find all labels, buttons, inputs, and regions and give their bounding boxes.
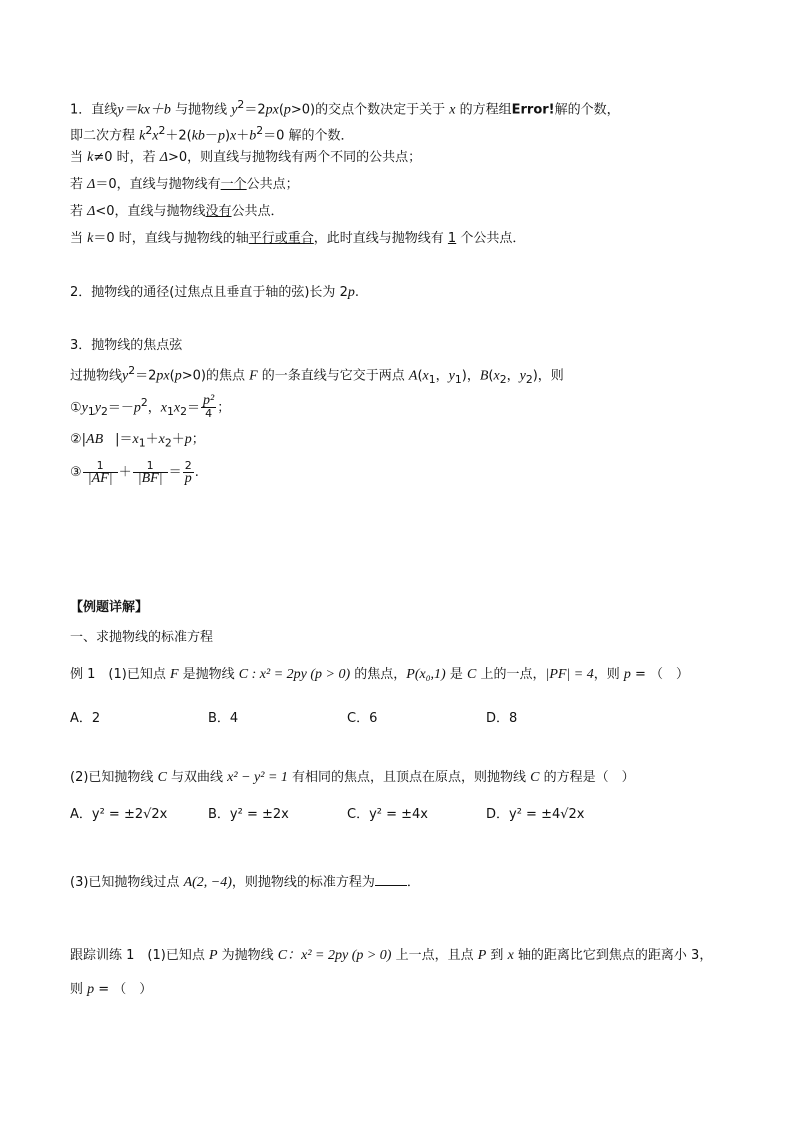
text: 当	[70, 231, 88, 246]
fraction	[201, 395, 216, 420]
math: y	[448, 368, 455, 384]
text: 与抛物线	[170, 102, 232, 118]
k1-line-1	[70, 97, 620, 118]
sub: 2	[164, 436, 172, 450]
text: 轴的距离比它到焦点的距离小 3，	[513, 948, 713, 963]
sub: 2	[180, 404, 188, 418]
math: x² − y² = 1	[227, 770, 288, 785]
k1-line-6	[70, 231, 525, 247]
math: p	[623, 667, 631, 682]
math: P	[477, 948, 487, 963]
numerator: p²	[203, 393, 215, 409]
text: ＝0 时，直线与抛物线的轴	[93, 231, 249, 246]
option-c[interactable]: C．y² = ±4x	[347, 807, 428, 822]
text: ；	[191, 432, 205, 447]
math: x	[132, 432, 139, 447]
k3-formula-1	[70, 390, 230, 425]
text: ＝	[187, 400, 201, 416]
text: －	[204, 128, 218, 144]
sub: 2	[525, 372, 533, 386]
text: 的焦点，	[350, 667, 407, 682]
k1-line-4	[70, 177, 299, 193]
text: ＝0，直线与抛物线有	[95, 177, 221, 192]
text: (	[278, 102, 284, 118]
math: x	[493, 368, 500, 384]
math: Δ	[87, 177, 96, 192]
math: x	[152, 128, 159, 144]
text: 是	[445, 667, 467, 682]
math: p	[217, 128, 225, 144]
text: (	[417, 368, 423, 384]
k3-line-1	[70, 363, 564, 388]
math: y	[122, 368, 129, 384]
sub: 1	[454, 372, 462, 386]
text: 的一条直线与它交于两点	[257, 368, 409, 384]
text: 即二次方程	[70, 128, 140, 144]
text: ＋	[236, 128, 250, 144]
text: ＝2	[244, 102, 266, 118]
math: y	[519, 368, 526, 384]
math: x	[173, 400, 181, 416]
math: px	[156, 368, 170, 384]
text: 为抛物线	[217, 948, 278, 963]
math: C：x² = 2py (p > 0)	[277, 948, 392, 963]
math: p	[184, 432, 192, 447]
track-line-1	[70, 948, 712, 964]
math: b	[249, 128, 257, 144]
text: 例 1 (1)已知点	[70, 667, 170, 682]
section-subtitle: 一、求抛物线的标准方程	[70, 630, 214, 645]
math: p	[87, 982, 95, 997]
text: 当	[70, 150, 88, 165]
text: = （ ）	[630, 667, 690, 682]
sup: 2	[256, 124, 264, 137]
text: 是抛物线	[178, 667, 239, 682]
text: <0，直线与抛物线	[95, 204, 206, 219]
math: y	[231, 102, 238, 118]
sub: 1	[167, 404, 174, 418]
text: ＋2(	[165, 128, 192, 144]
text: ，	[147, 400, 161, 416]
text: ，	[435, 368, 449, 384]
math: y	[81, 400, 88, 416]
math: A(2, −4)	[183, 875, 232, 890]
text: (	[169, 368, 175, 384]
error-text: Error!	[511, 102, 555, 118]
text: 上一点，且点	[391, 948, 478, 963]
math: |PF| = 4	[545, 667, 594, 682]
sub: 1	[87, 404, 95, 418]
underlined-text: 平行或重合	[248, 231, 314, 246]
text: 若	[70, 204, 88, 219]
text: ③	[70, 465, 82, 480]
underlined-text: 没有	[205, 204, 232, 219]
numerator: 2	[184, 459, 192, 472]
text: 跟踪训练 1 (1)已知点	[70, 948, 209, 963]
option-a[interactable]: A．2	[70, 711, 101, 726]
text: 2．抛物线的通径(过焦点且垂直于轴的弦)长为	[70, 285, 340, 300]
text: ①	[70, 400, 82, 416]
text: ＝－	[107, 400, 134, 416]
math: y＝kx＋b	[117, 102, 171, 118]
text: 的方程是（ ）	[539, 770, 635, 785]
text: 解的个数，	[554, 102, 620, 118]
math: Δ	[159, 150, 169, 165]
fraction	[183, 460, 194, 485]
text: >0，则直线与抛物线有两个不同的公共点；	[168, 150, 422, 165]
k1-line-5	[70, 204, 284, 220]
text: (2)已知抛物线	[70, 770, 158, 785]
math: k	[87, 231, 94, 246]
denominator: p	[184, 471, 192, 486]
math: p	[133, 400, 141, 416]
option-b[interactable]: B．4	[208, 711, 239, 726]
math: AB	[86, 432, 104, 447]
k3-formula-3	[70, 458, 199, 488]
option-d[interactable]: D．y² = ±4√2x	[486, 807, 585, 822]
text: >0)的交点个数决定于关于	[290, 102, 450, 118]
text: ＝2	[135, 368, 157, 384]
math: x	[230, 128, 237, 144]
denominator: |BF|	[137, 471, 163, 486]
text: 的方程组	[455, 102, 512, 118]
math: p	[347, 285, 355, 300]
sub: 2	[100, 404, 108, 418]
text: ②|	[70, 432, 87, 447]
numerator: 1	[133, 460, 168, 473]
text: )	[224, 128, 231, 144]
text: ＝0 解的个数．	[263, 128, 354, 144]
fraction	[83, 460, 118, 485]
k1-line-2	[70, 123, 354, 144]
ex1-q1	[70, 667, 689, 683]
math: F	[169, 667, 179, 682]
math: x	[507, 948, 514, 963]
math: B	[479, 368, 489, 384]
text: 到	[486, 948, 508, 963]
sub: 1	[138, 436, 146, 450]
numerator: 1	[83, 460, 118, 473]
sup: 2	[158, 124, 166, 137]
k2-line	[70, 285, 359, 301]
text: = （ ）	[94, 982, 153, 997]
denominator: |AF|	[87, 471, 113, 486]
text: 个公共点．	[456, 231, 526, 246]
text: ＝	[168, 465, 182, 480]
text: ≠0 时，若	[93, 150, 160, 165]
math: F	[249, 368, 258, 384]
text: .	[194, 465, 199, 480]
math: P(x₀,1)	[406, 667, 446, 682]
text: (	[488, 368, 494, 384]
text: 则	[70, 982, 88, 997]
math: k	[139, 128, 146, 144]
text: 若	[70, 177, 88, 192]
math: C	[530, 770, 540, 785]
math: kb	[191, 128, 205, 144]
denominator: 4	[205, 407, 213, 421]
text: ；	[217, 400, 231, 416]
math: p	[174, 368, 182, 384]
text: ，此时直线与抛物线有	[313, 231, 448, 246]
math: k	[87, 150, 94, 165]
math: x	[158, 432, 165, 447]
underlined-text: 一个	[220, 177, 247, 192]
text: >0)的焦点	[181, 368, 250, 384]
text: 公共点．	[231, 204, 284, 219]
math: px	[265, 102, 279, 118]
text: ，则	[593, 667, 624, 682]
text: ，则抛物线的标准方程为	[231, 875, 375, 890]
k3-formula-2	[70, 432, 205, 452]
text: )，则	[532, 368, 564, 384]
math: C	[467, 667, 477, 682]
text: ，	[506, 368, 520, 384]
math: x	[449, 102, 456, 118]
sup: 2	[128, 364, 136, 377]
ex1-q3	[70, 873, 420, 891]
option-b[interactable]: B．y² = ±2x	[208, 807, 289, 822]
text: (3)已知抛物线过点	[70, 875, 184, 890]
math: C	[157, 770, 167, 785]
k1-line-3	[70, 150, 421, 166]
text: )，	[461, 368, 480, 384]
ex1-q2	[70, 770, 635, 786]
track-line-2	[70, 982, 152, 998]
fraction	[133, 460, 168, 485]
math: P	[208, 948, 218, 963]
text: 有相同的焦点，且顶点在原点，则抛物线	[287, 770, 531, 785]
text: 过抛物线	[70, 368, 123, 384]
answer-blank[interactable]	[375, 873, 407, 886]
text: 上的一点，	[476, 667, 546, 682]
section-title: 【例题详解】	[70, 600, 149, 615]
underlined-text: 1	[447, 231, 457, 246]
option-d[interactable]: D．8	[486, 711, 518, 726]
sup: 2	[145, 124, 153, 137]
math: x	[160, 400, 168, 416]
math: Δ	[87, 204, 96, 219]
text: 1．直线	[70, 102, 118, 118]
text: 与双曲线	[166, 770, 228, 785]
math: A	[408, 368, 418, 384]
math: x	[422, 368, 429, 384]
text: ＋	[145, 432, 159, 447]
text: ＋	[171, 432, 185, 447]
math: p	[283, 102, 291, 118]
text: |＝	[115, 432, 133, 447]
sub: 1	[428, 372, 436, 386]
text: ．	[406, 875, 420, 890]
math: 2	[339, 285, 348, 300]
math: C : x² = 2py (p > 0)	[238, 667, 351, 682]
math: y	[94, 400, 101, 416]
text: .	[354, 285, 359, 300]
option-a[interactable]: A．y² = ±2√2x	[70, 807, 168, 822]
sup: 2	[140, 396, 148, 409]
sup: 2	[237, 98, 245, 111]
option-c[interactable]: C．6	[347, 711, 378, 726]
k3-title: 3．抛物线的焦点弦	[70, 338, 183, 353]
sub: 2	[499, 372, 507, 386]
text: ＋	[118, 465, 132, 480]
text: 公共点；	[246, 177, 299, 192]
